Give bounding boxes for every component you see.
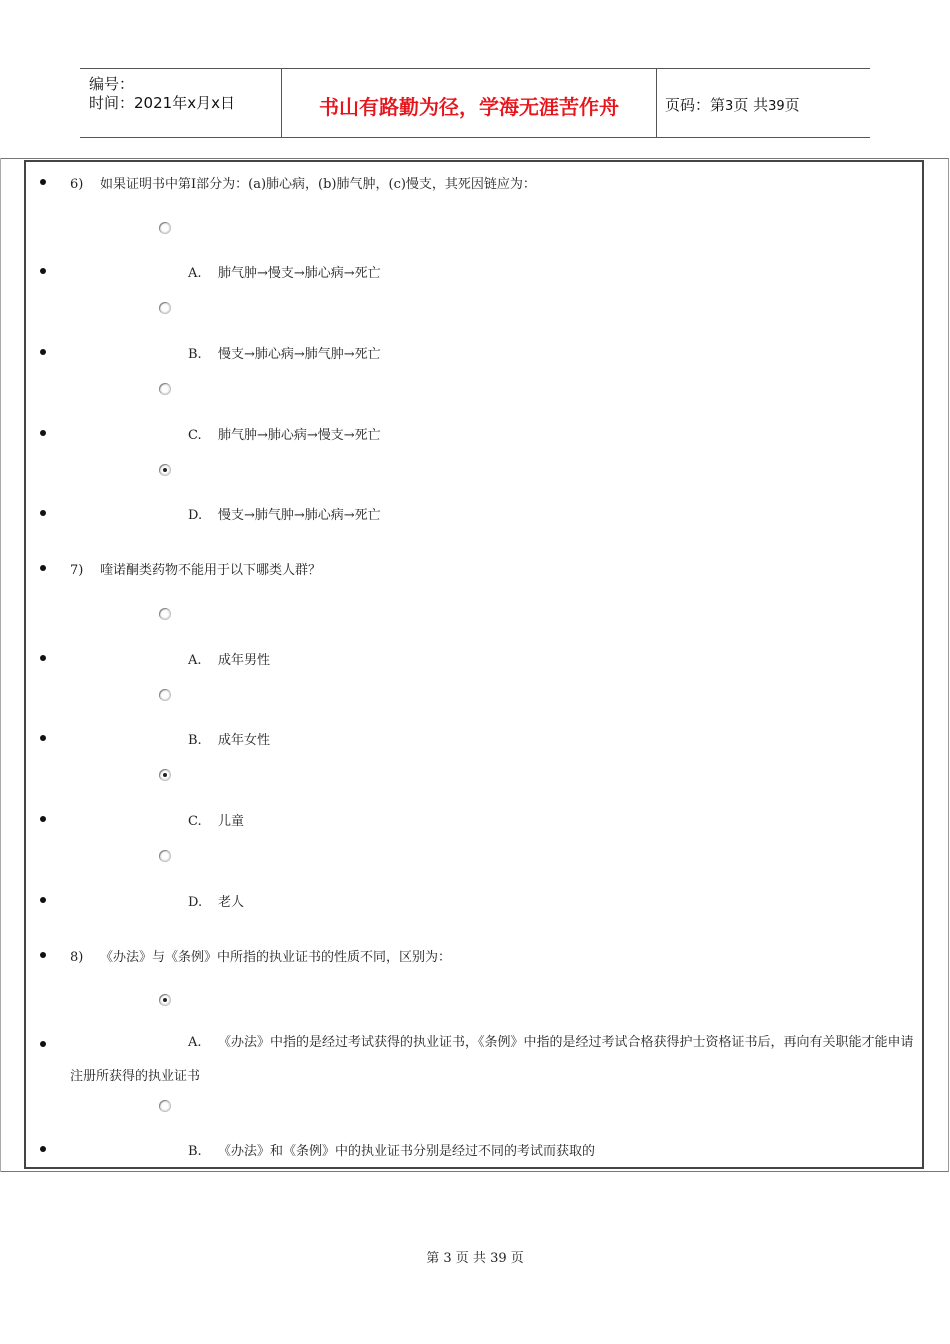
option-text: 成年女性 bbox=[218, 733, 271, 748]
page-info bbox=[665, 94, 800, 115]
question-number: 8) bbox=[70, 950, 84, 965]
time-value: 2021年x月x日 bbox=[134, 94, 235, 112]
option-text: 肺气肿→慢支→肺心病→死亡 bbox=[218, 266, 381, 281]
option-text: 成年男性 bbox=[218, 653, 271, 668]
option-q8-a bbox=[70, 1026, 922, 1094]
motto: 书山有路勤为径，学海无涯苦作舟 bbox=[319, 95, 619, 119]
radio-q6-b[interactable] bbox=[159, 302, 171, 314]
option-text: 慢支→肺气肿→肺心病→死亡 bbox=[218, 508, 381, 523]
option-letter: D. bbox=[188, 895, 203, 910]
option-letter: B. bbox=[188, 347, 202, 362]
question-text: 《办法》与《条例》中所指的执业证书的性质不同，区别为： bbox=[100, 950, 452, 965]
option-q7-b bbox=[188, 729, 270, 748]
question-7 bbox=[70, 559, 321, 578]
option-letter: A. bbox=[188, 653, 202, 668]
footer-current: 3 bbox=[443, 1251, 452, 1266]
bullet-icon bbox=[40, 1146, 46, 1152]
question-text: 如果证明书中第Ⅰ部分为：(a)肺心病，(b)肺气肿，(c)慢支，其死因链应为： bbox=[100, 177, 536, 192]
option-letter: B. bbox=[188, 1144, 202, 1159]
option-text: 《办法》和《条例》中的执业证书分别是经过不同的考试而获取的 bbox=[218, 1144, 596, 1159]
bullet-icon bbox=[40, 565, 46, 571]
page-current: 3 bbox=[725, 99, 734, 114]
page-total: 39 bbox=[768, 99, 785, 114]
question-text: 喹诺酮类药物不能用于以下哪类人群？ bbox=[100, 563, 322, 578]
question-number: 6) bbox=[70, 177, 84, 192]
option-q7-c bbox=[188, 810, 244, 829]
radio-q6-c[interactable] bbox=[159, 383, 171, 395]
option-letter: A. bbox=[188, 1035, 202, 1050]
option-text: 老人 bbox=[218, 895, 245, 910]
option-text: 儿童 bbox=[218, 814, 245, 829]
bullet-icon bbox=[40, 897, 46, 903]
radio-q7-b[interactable] bbox=[159, 689, 171, 701]
bullet-icon bbox=[40, 952, 46, 958]
page-footer bbox=[0, 1247, 950, 1266]
option-q7-a bbox=[188, 649, 270, 668]
option-text: 慢支→肺心病→肺气肿→死亡 bbox=[218, 347, 381, 362]
bullet-icon bbox=[40, 430, 46, 436]
radio-q8-b[interactable] bbox=[159, 1100, 171, 1112]
radio-q8-a-selected[interactable] bbox=[159, 994, 171, 1006]
number-label: 编号： bbox=[89, 75, 135, 93]
option-q8-b bbox=[188, 1140, 595, 1159]
option-q6-c bbox=[188, 424, 381, 443]
footer-mid: 页 共 bbox=[455, 1251, 486, 1266]
bullet-icon bbox=[40, 268, 46, 274]
header-meta-cell bbox=[80, 69, 281, 137]
option-letter: C. bbox=[188, 428, 202, 443]
bullet-icon bbox=[40, 179, 46, 185]
time-line bbox=[89, 92, 235, 113]
option-q6-a bbox=[188, 262, 381, 281]
option-letter: A. bbox=[188, 266, 202, 281]
outer-frame-left-edge bbox=[0, 158, 1, 1172]
option-q7-d bbox=[188, 891, 244, 910]
option-q6-b bbox=[188, 343, 381, 362]
bullet-icon bbox=[40, 349, 46, 355]
header-page-cell bbox=[656, 69, 870, 137]
option-letter: D. bbox=[188, 508, 203, 523]
bullet-icon bbox=[40, 735, 46, 741]
option-q6-d bbox=[188, 504, 381, 523]
footer-suffix: 页 bbox=[510, 1251, 524, 1266]
question-8 bbox=[70, 946, 451, 965]
question-6 bbox=[70, 173, 536, 192]
inner-frame bbox=[24, 160, 924, 1169]
page-label: 页码： bbox=[665, 96, 711, 114]
option-letter: C. bbox=[188, 814, 202, 829]
page-mid: 页 共 bbox=[733, 96, 769, 114]
radio-q7-a[interactable] bbox=[159, 608, 171, 620]
header-motto-cell bbox=[281, 69, 657, 137]
radio-q6-a[interactable] bbox=[159, 222, 171, 234]
bullet-icon bbox=[40, 1041, 46, 1047]
radio-q7-c-selected[interactable] bbox=[159, 769, 171, 781]
bullet-icon bbox=[40, 816, 46, 822]
footer-total: 39 bbox=[490, 1251, 507, 1266]
option-text: 肺气肿→肺心病→慢支→死亡 bbox=[218, 428, 381, 443]
document-header bbox=[80, 68, 870, 138]
bullet-icon bbox=[40, 510, 46, 516]
option-text: 《办法》中指的是经过考试获得的执业证书，《条例》中指的是经过考试合格获得护士资格证书后，再向有关职能才能申请注册所获得的执业证书 bbox=[70, 1035, 914, 1084]
page-suffix: 页 bbox=[784, 96, 800, 114]
bullet-icon bbox=[40, 655, 46, 661]
time-label: 时间： bbox=[89, 94, 135, 112]
footer-prefix: 第 bbox=[426, 1251, 440, 1266]
page-prefix: 第 bbox=[710, 96, 726, 114]
radio-q6-d-selected[interactable] bbox=[159, 464, 171, 476]
question-number: 7) bbox=[70, 563, 84, 578]
radio-q7-d[interactable] bbox=[159, 850, 171, 862]
option-letter: B. bbox=[188, 733, 202, 748]
